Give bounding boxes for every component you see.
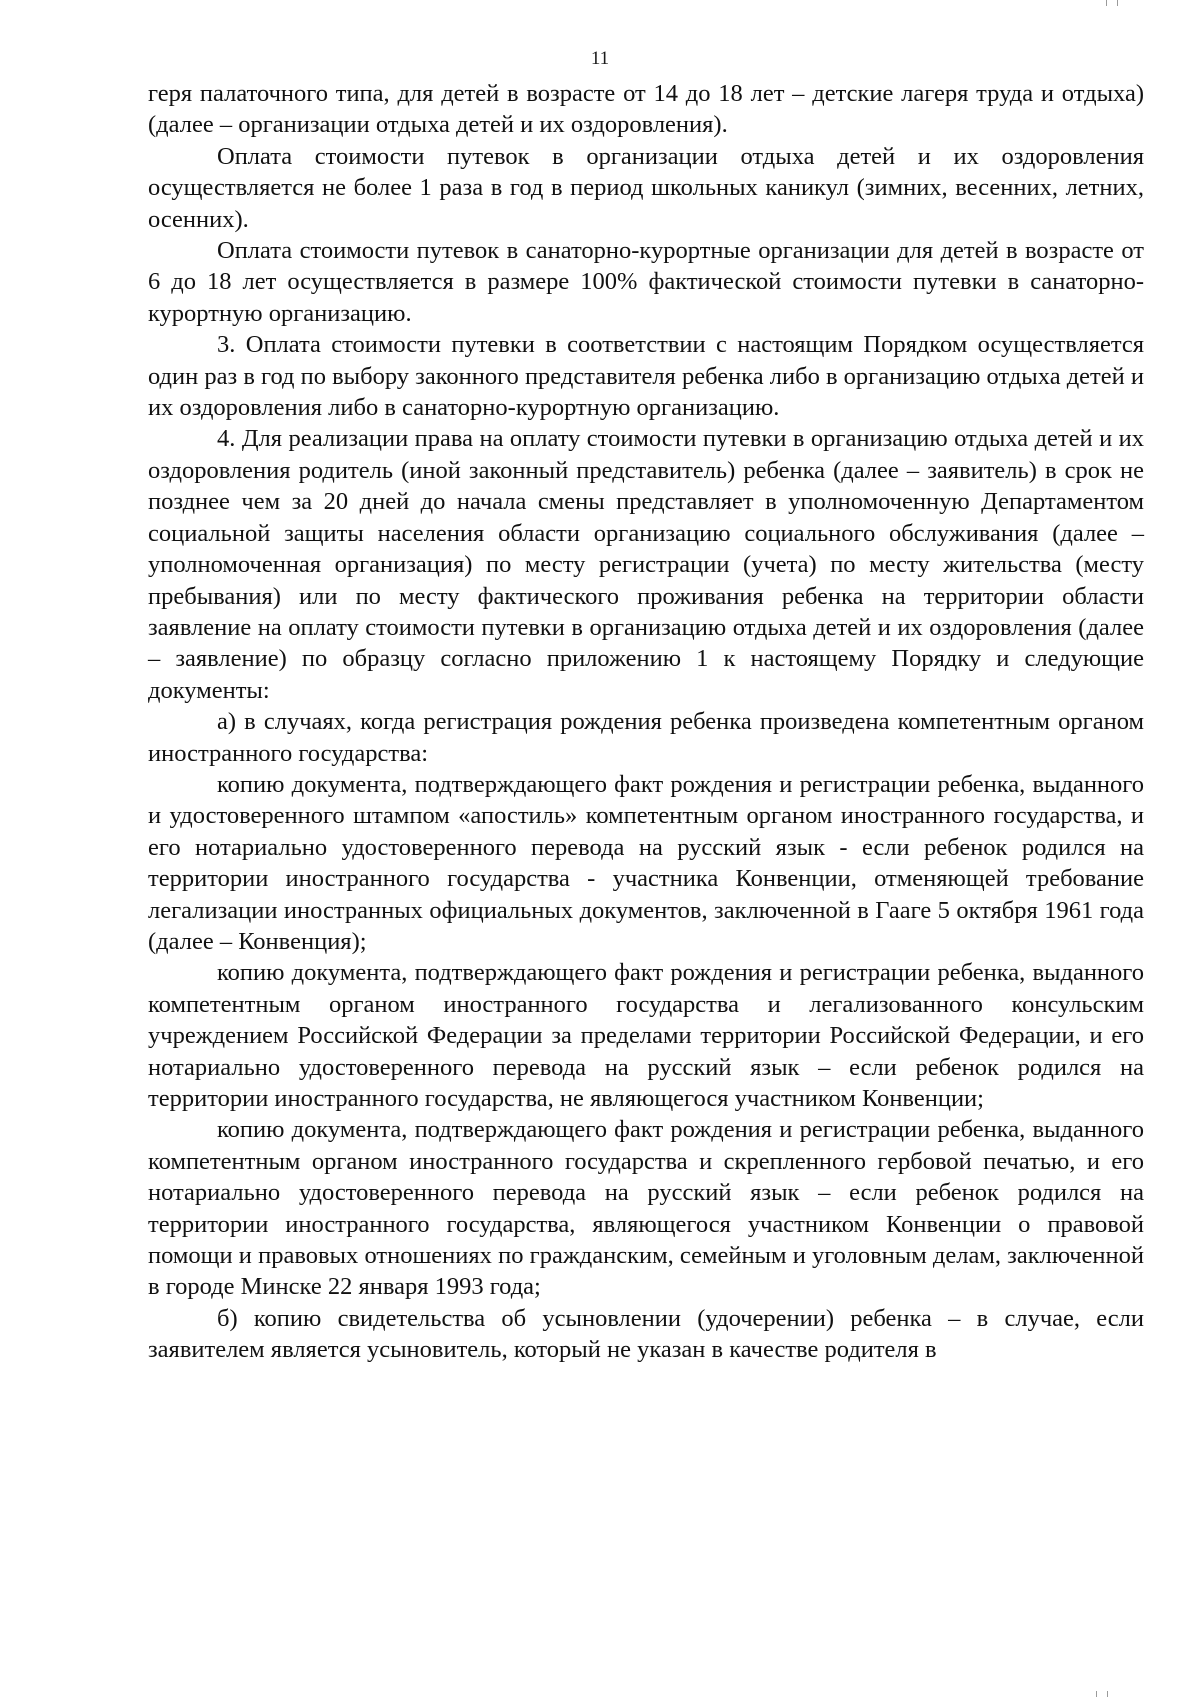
- page-number: 11: [590, 48, 610, 69]
- paragraph-4-item-3: 3. Оплата стоимости путевки в соответствии с настоящим Порядком осуществляется один раз в год по выбору законного представителя ребенка либо в организацию отдыха детей и их оздоровления либо в санаторно-курортную организацию.: [148, 331, 1144, 422]
- paragraph-2: Оплата стоимости путевок в организации отдыха детей и их оздоровления осуществляется не более 1 раза в год в период школьных каникул (зимних, весенних, летних, осенних).: [148, 142, 1144, 233]
- paragraph-1: геря палаточного типа, для детей в возрасте от 14 до 18 лет – детские лагеря труда и отдыха) (далее – организации отдыха детей и их оздоровления).: [148, 80, 1144, 139]
- paragraph-6-subitem-a: а) в случаях, когда регистрация рождения ребенка произведена компетентным органом иностранного государства:: [148, 708, 1144, 767]
- paragraph-9-minsk-convention-copy: копию документа, подтверждающего факт рождения и регистрации ребенка, выданного компетентным органом иностранного государства и скрепленного гербовой печатью, и его нотариально удостоверенного перевода на русский язык – если ребенок родился на территории иностранного государства, являющегося участником Конвенции о правовой помощи и правовых отношениях по гражданским, семейным и уголовным делам, заключенной в городе Минске 22 января 1993 года;: [148, 1116, 1144, 1301]
- paragraph-8-legalized-copy: копию документа, подтверждающего факт рождения и регистрации ребенка, выданного компетентным органом иностранного государства и легализованного консульским учреждением Российской Федерации за пределами территории Российской Федерации, и его нотариально удостоверенного перевода на русский язык – если ребенок родился на территории иностранного государства, не являющегося участником Конвенции;: [148, 959, 1144, 1112]
- paragraph-3: Оплата стоимости путевок в санаторно-курортные организации для детей в возрасте от 6 до 18 лет осуществляется в размере 100% фактической стоимости путевки в санаторно-курортную организацию.: [148, 237, 1144, 327]
- paragraph-5-item-4: 4. Для реализации права на оплату стоимости путевки в организацию отдыха детей и их оздоровления родитель (иной законный представитель) ребенка (далее – заявитель) в срок не позднее чем за 20 дней до начала смены представляет в уполномоченную Департаментом социальной защиты населения области организацию социального обслуживания (далее – уполномоченная организация) по месту регистрации (учета) по месту жительства (месту пребывания) или по месту фактического проживания ребенка на территории области заявление на оплату стоимости путевки в организацию отдыха детей и их оздоровления (далее – заявление) по образцу согласно приложению 1 к настоящему Порядку и следующие документы:: [148, 425, 1144, 704]
- scan-edge-mark-bottom: [1096, 1691, 1108, 1697]
- document-body: [148, 78, 1144, 1366]
- paragraph-7-apostille-copy: копию документа, подтверждающего факт рождения и регистрации ребенка, выданного и удостоверенного штампом «апостиль» компетентным органом иностранного государства, и его нотариально удостоверенного перевода на русский язык - если ребенок родился на территории иностранного государства - участника Конвенции, отменяющей требование легализации иностранных официальных документов, заключенной в Гааге 5 октября 1961 года (далее – Конвенция);: [148, 770, 1144, 955]
- paragraph-10-subitem-b: б) копию свидетельства об усыновлении (удочерении) ребенка – в случае, если заявителем является усыновитель, который не указан в качестве родителя в: [148, 1304, 1144, 1364]
- scan-edge-mark-top: [1106, 0, 1118, 6]
